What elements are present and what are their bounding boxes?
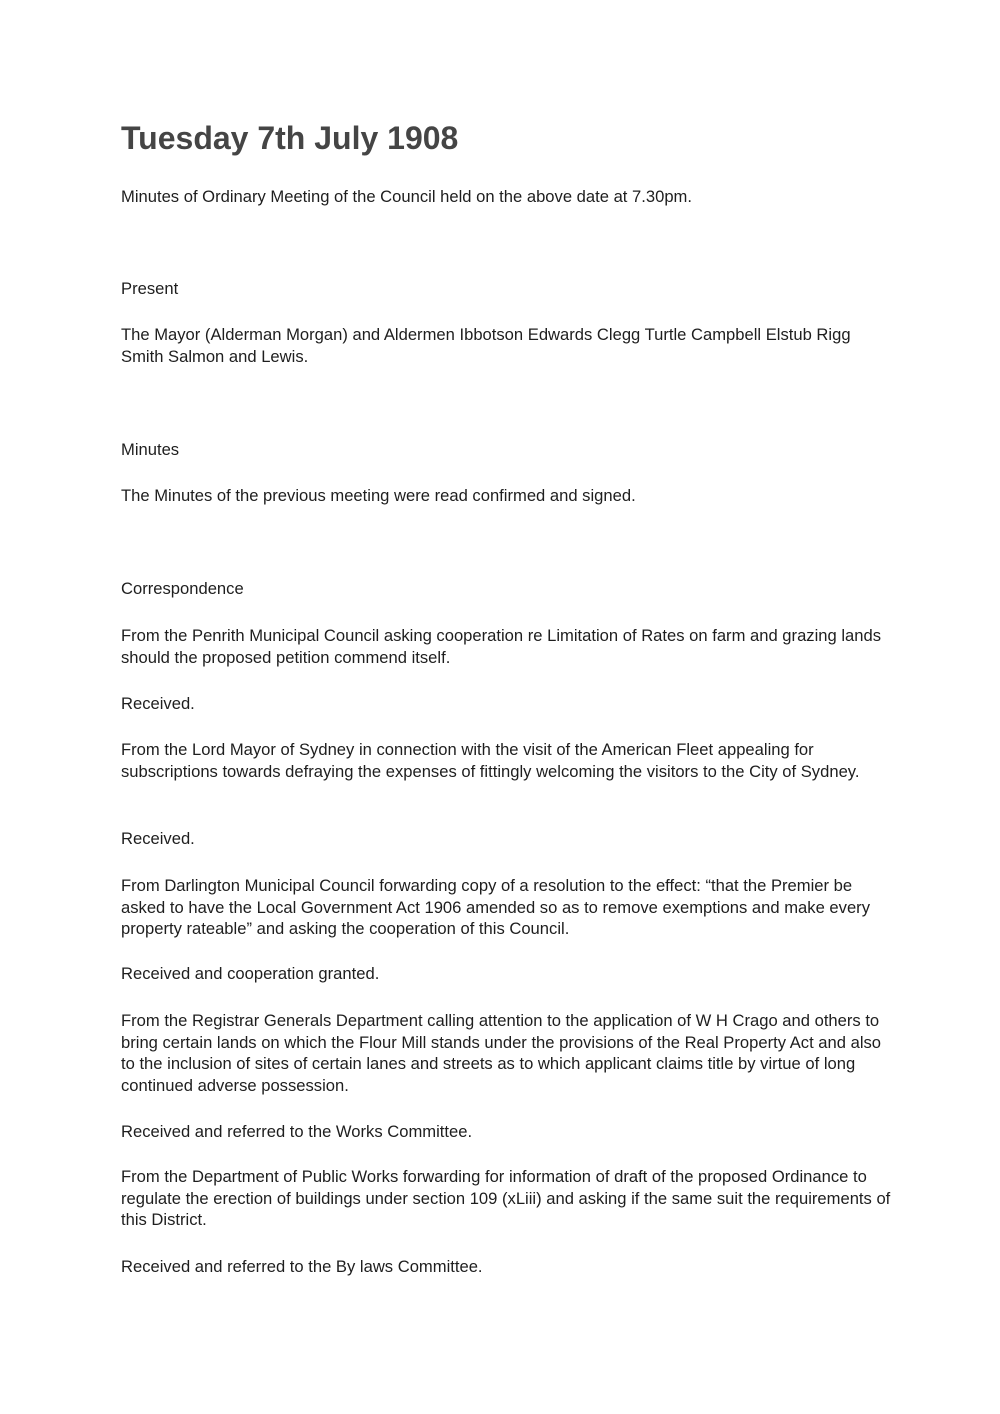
page-title: Tuesday 7th July 1908 — [121, 120, 459, 156]
minutes-text: The Minutes of the previous meeting were read confirmed and signed. — [121, 486, 636, 505]
meeting-intro: Minutes of Ordinary Meeting of the Council held on the above date at 7.30pm. — [121, 187, 692, 206]
present-attendees: The Mayor (Alderman Morgan) and Aldermen Ibbotson Edwards Clegg Turtle Campbell Elstub Rigg Smith Salmon and Lewis. — [121, 325, 851, 366]
correspondence-item-2: From the Lord Mayor of Sydney in connection with the visit of the American Fleet appealing for subscriptions towards defraying the expenses of fittingly welcoming the visitors to the City of Sydney. — [121, 740, 860, 781]
correspondence-outcome-1: Received. — [121, 694, 195, 713]
correspondence-heading: Correspondence — [121, 579, 244, 598]
correspondence-outcome-2: Received. — [121, 829, 195, 848]
minutes-heading: Minutes — [121, 440, 180, 459]
correspondence-outcome-4: Received and referred to the Works Committee. — [121, 1122, 473, 1141]
correspondence-outcome-3: Received and cooperation granted. — [121, 964, 380, 983]
correspondence-outcome-5: Received and referred to the By laws Committee. — [121, 1257, 483, 1276]
correspondence-item-5: From the Department of Public Works forwarding for information of draft of the proposed Ordinance to regulate the erection of buildings under section 109 (xLiii) and asking if the same suit the requirements of this District. — [121, 1167, 891, 1229]
correspondence-item-4: From the Registrar Generals Department calling attention to the application of W H Crago and others to bring certain lands on which the Flour Mill stands under the provisions of the Real Property Act and also to the inclusion of sites of certain lanes and streets as to which applicant claims title by virtue of long continued adverse possession. — [121, 1011, 882, 1095]
correspondence-item-1: From the Penrith Municipal Council asking cooperation re Limitation of Rates on farm and grazing lands should the proposed petition commend itself. — [121, 626, 882, 667]
correspondence-item-3: From Darlington Municipal Council forwarding copy of a resolution to the effect: “that the Premier be asked to have the Local Government Act 1906 amended so as to remove exemptions and make every property rateable” and asking the cooperation of this Council. — [121, 876, 870, 938]
present-heading: Present — [121, 279, 179, 298]
